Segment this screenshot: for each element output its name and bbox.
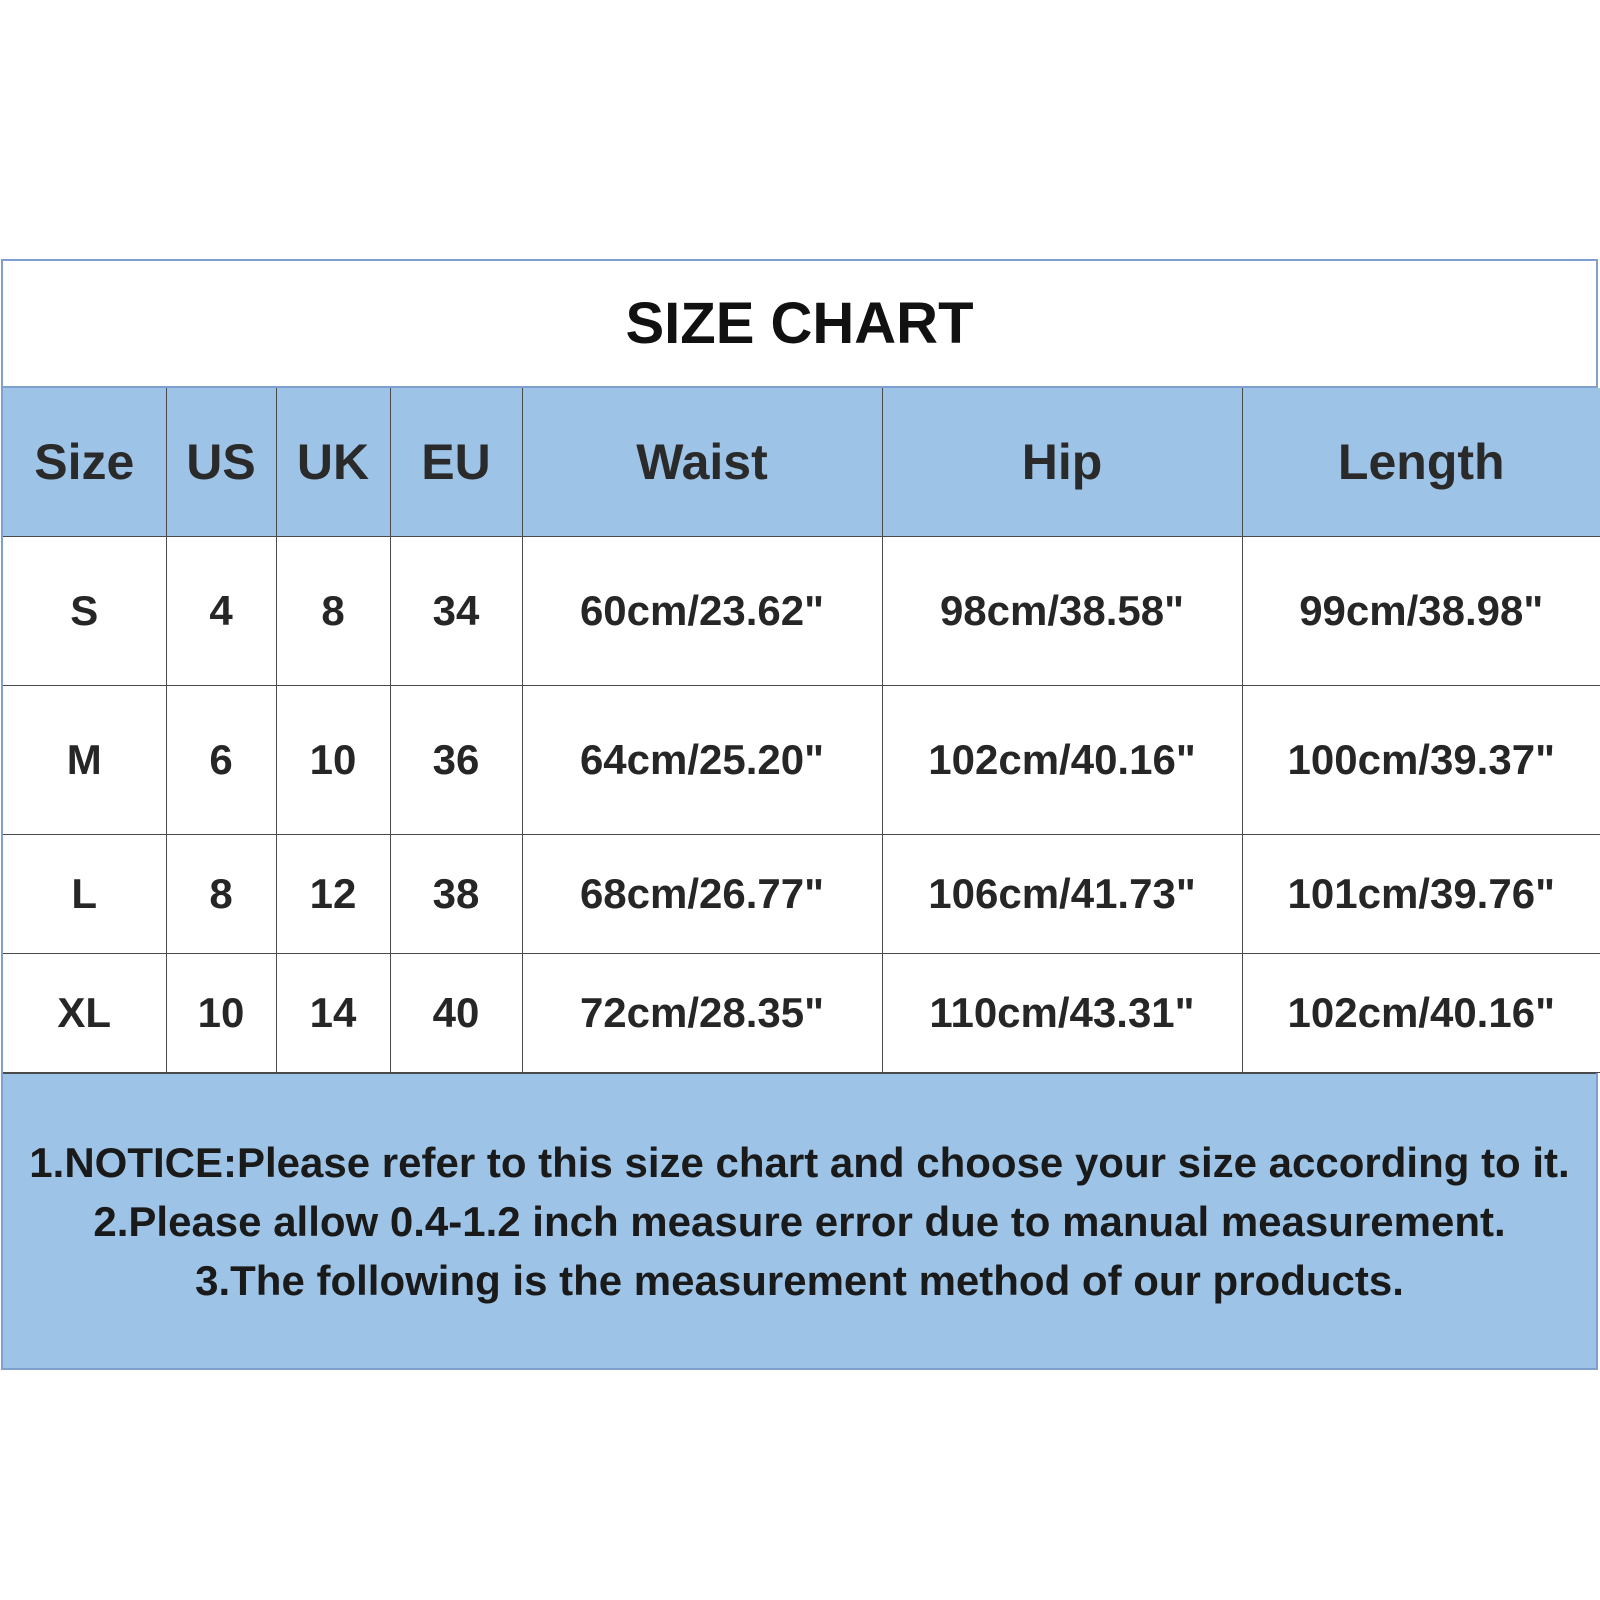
- cell-uk: 8: [276, 537, 390, 686]
- header-eu: EU: [390, 388, 522, 537]
- cell-uk: 12: [276, 835, 390, 954]
- cell-length: 100cm/39.37": [1242, 686, 1600, 835]
- cell-us: 8: [166, 835, 276, 954]
- size-chart: [1, 259, 1598, 1370]
- cell-eu: 40: [390, 954, 522, 1073]
- header-hip: Hip: [882, 388, 1242, 537]
- chart-title: SIZE CHART: [3, 261, 1596, 388]
- header-length: Length: [1242, 388, 1600, 537]
- cell-hip: 110cm/43.31": [882, 954, 1242, 1073]
- cell-size: M: [3, 686, 166, 835]
- table-row: [3, 954, 1600, 1073]
- table-row: [3, 686, 1600, 835]
- cell-eu: 34: [390, 537, 522, 686]
- cell-length: 99cm/38.98": [1242, 537, 1600, 686]
- notes-panel: [3, 1073, 1596, 1368]
- header-us: US: [166, 388, 276, 537]
- note-2: 2.Please allow 0.4-1.2 inch measure error due to manual measurement.: [93, 1197, 1506, 1245]
- cell-us: 6: [166, 686, 276, 835]
- cell-us: 4: [166, 537, 276, 686]
- table-row: [3, 537, 1600, 686]
- header-uk: UK: [276, 388, 390, 537]
- cell-hip: 102cm/40.16": [882, 686, 1242, 835]
- cell-uk: 10: [276, 686, 390, 835]
- cell-waist: 72cm/28.35": [522, 954, 882, 1073]
- table-row: [3, 835, 1600, 954]
- note-3: 3.The following is the measurement method of our products.: [195, 1256, 1404, 1304]
- cell-length: 102cm/40.16": [1242, 954, 1600, 1073]
- cell-size: XL: [3, 954, 166, 1073]
- cell-us: 10: [166, 954, 276, 1073]
- header-waist: Waist: [522, 388, 882, 537]
- cell-waist: 68cm/26.77": [522, 835, 882, 954]
- cell-waist: 60cm/23.62": [522, 537, 882, 686]
- cell-length: 101cm/39.76": [1242, 835, 1600, 954]
- cell-waist: 64cm/25.20": [522, 686, 882, 835]
- cell-uk: 14: [276, 954, 390, 1073]
- cell-size: L: [3, 835, 166, 954]
- cell-eu: 36: [390, 686, 522, 835]
- header-row: [3, 388, 1600, 537]
- header-size: Size: [3, 388, 166, 537]
- size-table: [3, 388, 1600, 1073]
- cell-hip: 106cm/41.73": [882, 835, 1242, 954]
- cell-hip: 98cm/38.58": [882, 537, 1242, 686]
- cell-eu: 38: [390, 835, 522, 954]
- note-1: 1.NOTICE:Please refer to this size chart and choose your size according to it.: [29, 1138, 1570, 1186]
- cell-size: S: [3, 537, 166, 686]
